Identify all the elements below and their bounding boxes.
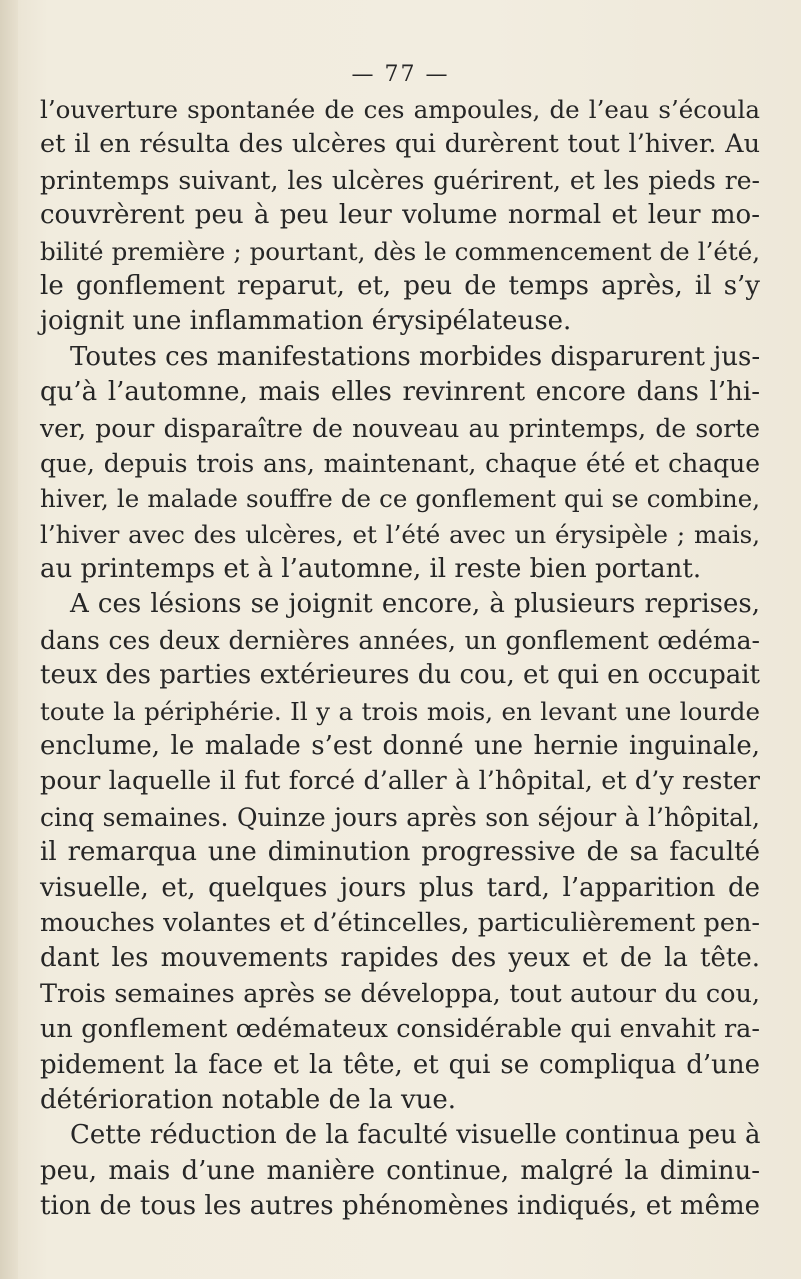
- text-line: couvrèrent peu à peu leur volume normal et leur mo-: [40, 200, 760, 231]
- text-line: pour laquelle il fut forcé d’aller à l’hôpital, et d’y rester: [40, 766, 760, 797]
- text-line: détérioration notable de la vue.: [40, 1084, 457, 1115]
- text-line: ver, pour disparaître de nouveau au printemps, de sorte: [40, 413, 760, 443]
- text-line: il remarqua une diminution progressive de sa faculté: [40, 837, 760, 868]
- page-number: — 77 —: [351, 62, 450, 87]
- text-line: enclume, le malade s’est donné une hernie inguinale,: [40, 731, 760, 762]
- text-line: l’hiver avec des ulcères, et l’été avec un érysipèle ; mais,: [40, 519, 760, 549]
- text-line: dans ces deux dernières années, un gonflement œdéma-: [40, 625, 760, 655]
- text-line: bilité première ; pourtant, dès le commencement de l’été,: [40, 236, 760, 266]
- text-line: Trois semaines après se développa, tout autour du cou,: [40, 978, 760, 1009]
- text-line: dant les mouvements rapides des yeux et de la tête.: [40, 943, 760, 974]
- text-line: qu’à l’automne, mais elles revinrent encore dans l’hi-: [40, 377, 760, 408]
- text-line: un gonflement œdémateux considérable qui envahit ra-: [40, 1014, 760, 1045]
- text-line: le gonflement reparut, et, peu de temps après, il s’y: [40, 270, 760, 301]
- text-line: Toutes ces manifestations morbides disparurent jus-: [70, 341, 761, 372]
- text-line: Cette réduction de la faculté visuelle continua peu à: [70, 1120, 761, 1151]
- text-line: A ces lésions se joignit encore, à plusieurs reprises,: [70, 589, 760, 620]
- text-line: toute la périphérie. Il y a trois mois, en levant une lourde: [40, 696, 760, 726]
- text-line: cinq semaines. Quinze jours après son séjour à l’hôpital,: [40, 802, 760, 832]
- page-gutter-shadow: [0, 0, 18, 1279]
- text-line: au printemps et à l’automne, il reste bien portant.: [40, 554, 702, 585]
- text-line: et il en résulta des ulcères qui durèrent tout l’hiver. Au: [40, 129, 760, 160]
- text-line: teux des parties extérieures du cou, et qui en occupait: [40, 660, 760, 691]
- text-line: peu, mais d’une manière continue, malgré la diminu-: [40, 1155, 760, 1186]
- text-line: l’ouverture spontanée de ces ampoules, de l’eau s’écoula: [40, 95, 760, 124]
- text-line: mouches volantes et d’étincelles, particulièrement pen-: [40, 907, 760, 938]
- text-line: tion de tous les autres phénomènes indiqués, et même: [40, 1191, 760, 1222]
- text-line: hiver, le malade souffre de ce gonflement qui se combine,: [40, 484, 760, 514]
- text-line: visuelle, et, quelques jours plus tard, l’apparition de: [40, 872, 760, 903]
- text-line: printemps suivant, les ulcères guérirent, et les pieds re-: [40, 165, 760, 195]
- text-line: joignit une inflammation érysipélateuse.: [40, 306, 572, 337]
- body-text: [40, 92, 760, 1225]
- text-line: pidement la face et la tête, et qui se compliqua d’une: [40, 1049, 760, 1080]
- text-line: que, depuis trois ans, maintenant, chaque été et chaque: [40, 448, 760, 478]
